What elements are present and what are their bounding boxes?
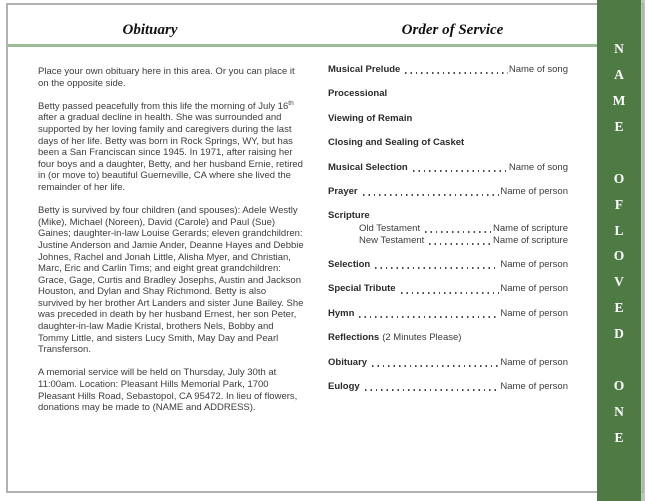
service-item-value: Name of person [500,380,568,392]
service-item-row [328,308,568,319]
service-item-row [328,64,568,75]
service-item-row [328,88,568,99]
service-item [328,381,568,392]
order-of-service-title: Order of Service [401,22,504,38]
service-item-value: Name of scripture [493,222,568,234]
banner-shadow [641,0,645,501]
banner-letter: O [613,377,625,393]
service-item [328,357,568,368]
order-of-service-column [328,64,568,405]
obituary-text-column [38,66,304,425]
service-item-row [328,332,568,343]
dotted-leader [429,243,492,245]
dotted-leader [413,170,508,172]
service-item-label: Viewing of Remain [328,112,413,124]
banner-letter: M [612,93,626,109]
service-item-value: Name of person [500,356,568,368]
banner-letter: A [614,67,624,83]
service-item-label: Musical Selection [328,161,408,173]
service-item [328,186,568,197]
service-item-label: Scripture [328,210,370,222]
banner-letter: D [614,326,624,342]
obituary-paragraph: Betty passed peacefully from this life the morning of July 16th after a gradual decline in health. She was surrounded and supported by her loving family and caregivers during the last days of her life. Betty was born in Rock Springs, WY, but has been a San Franciscan since 1945. In 1971, after raising her four boys and a daughter, Betty, and her husband Ernie, retired in (or move to) beautiful Guerneville, CA where she lived the remainder of her life. [38,99,303,193]
service-item-row [328,162,568,173]
service-item-label: Special Tribute [328,283,396,295]
service-item-value: Name of song [508,161,568,173]
service-item-label: Processional [328,88,388,100]
dotted-leader [365,389,500,391]
dotted-leader [375,267,499,269]
banner-letter: E [614,300,624,316]
service-item-label: Prayer [328,185,358,197]
service-item-row [328,186,568,197]
service-item [328,308,568,319]
service-item-value: Name of song [508,64,568,75]
service-item-label: Old Testament [359,222,421,234]
service-item [328,283,568,294]
service-item-label: Hymn [328,307,355,319]
header-divider-line [8,44,597,47]
service-item-row [328,137,568,148]
service-item-label: Obituary [328,356,368,368]
dotted-leader [363,194,500,196]
scripture-sub-items [328,223,568,246]
banner-letter: E [614,429,624,445]
service-item-label: Reflections [328,332,380,344]
banner-letter: O [613,248,625,264]
banner-letter: O [613,170,625,186]
service-item [328,210,568,245]
service-item-row [328,283,568,294]
scripture-sub-row [328,223,568,234]
service-item-value: Name of person [500,307,568,319]
service-item [328,64,568,75]
service-item [328,137,568,148]
service-item [328,113,568,124]
banner-letter: N [614,403,624,419]
service-item-row [328,381,568,392]
service-item-row [328,259,568,270]
banner-letter: F [614,196,624,212]
service-item-label: Musical Prelude [328,64,401,75]
dotted-leader [425,231,492,233]
dotted-leader [359,316,499,318]
service-item [328,162,568,173]
service-item-label: New Testament [359,234,425,246]
banner-letter: E [614,118,624,134]
dotted-leader [401,292,500,294]
service-item-row [328,210,568,221]
obituary-paragraph: Betty is survived by four children (and spouses): Adele Westly (Mike), Michael (Noreen), David (Carole) and Paul (Sue) Gaines; daughter-in-law Louise Gerards; eleven grandchildren: Justine Anderson and Jamie Ander, Deanne Hayes and Debbie Johnes, Rachel and Jonah Little, Alisha Myer, and Christian, Marc, Eric and Carlin Tims; and eight great grandchildren: Grace, Gage, Curtis and Bradley Josephs, Austin and Jackson Houston, and Dylan and Shay Richmond. Betty is also survived by her brother Art Landers and sister June Bailey. She was preceded in death by her husband Ernest, her son Peter, daughter-in-law Madie Kristal, brothers Nels, Bobby and Tommy Little, and sisters Lucy Smith, May Day and Pearl Transferson. [38,205,304,356]
service-item-note: (2 Minutes Please) [382,332,462,344]
service-item-label: Closing and Sealing of Casket [328,137,465,149]
banner-letter: V [614,274,624,290]
dotted-leader [405,72,508,74]
obituary-paragraph: Place your own obituary here in this area. Or you can place it on the opposite side. [38,66,295,89]
service-item-value: Name of scripture [493,234,568,246]
service-item-value: Name of person [500,283,568,295]
service-item-row [328,357,568,368]
scripture-sub-row [328,235,568,246]
service-item [328,88,568,99]
side-banner-name-of-loved-one [597,0,641,501]
service-item [328,259,568,270]
banner-letter: N [614,41,624,57]
service-item-row [328,113,568,124]
service-item-value: Name of person [500,258,568,270]
service-item-value: Name of person [500,185,568,197]
dotted-leader [372,365,499,367]
banner-letter: L [614,222,624,238]
ordinal-superscript: th [288,99,294,107]
service-item-label: Selection [328,258,371,270]
service-item-label: Eulogy [328,380,360,392]
obituary-title: Obituary [122,22,178,38]
service-item [328,332,568,343]
obituary-paragraph: A memorial service will be held on Thursday, July 30th at 11:00am. Location: Pleasant Hills Memorial Park, 1700 Pleasant Hills Road, Sebastopol, CA 95472. In lieu of flowers, donations may be made to (NAME and ADDRESS). [38,367,298,414]
